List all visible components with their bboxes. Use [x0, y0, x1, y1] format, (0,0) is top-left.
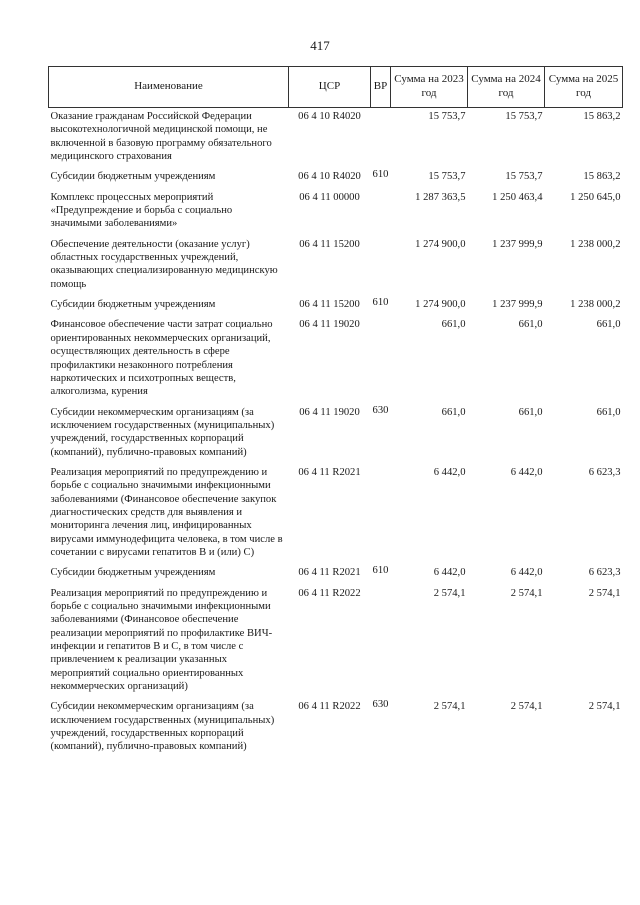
row-sum-2023: 661,0 — [441, 406, 466, 418]
row-vr — [371, 316, 391, 403]
row-sum-2023: 15 753,7 — [428, 111, 466, 122]
row-sum-2024: 15 753,7 — [505, 111, 543, 122]
row-name: Субсидии бюджетным учреждениям — [50, 567, 216, 579]
header-csr: ЦСР — [289, 67, 371, 108]
row-name: Финансовое обеспечение части затрат социально ориентированных некоммерческих организаций, осуществляющих деятельность в сфере профилактики незаконного потребления наркотических и психотропных веществ, алкоголизма, курения — [50, 319, 273, 398]
table-row — [49, 189, 623, 236]
row-vr — [371, 108, 391, 169]
row-vr — [371, 189, 391, 236]
table-row — [49, 585, 623, 699]
row-sum-2025: 1 250 645,0 — [570, 191, 621, 203]
row-name: Субсидии некоммерческим организациям (за исключением государственных (муниципальных) учреждений, государственных корпораций (компаний), публично-правовых компаний) — [50, 406, 275, 458]
row-sum-2025: 1 238 000,2 — [570, 299, 621, 311]
header-name: Наименование — [49, 67, 289, 108]
row-csr: 06 4 10 R4020 — [298, 111, 361, 122]
row-sum-2024: 661,0 — [518, 319, 543, 331]
page-number: 417 — [310, 38, 330, 53]
table-row — [49, 404, 623, 464]
table-row — [49, 564, 623, 584]
row-sum-2023: 1 274 900,0 — [415, 299, 466, 311]
row-csr: 06 4 11 00000 — [299, 191, 360, 203]
row-sum-2025: 1 238 000,2 — [570, 238, 621, 250]
row-name: Субсидии некоммерческим организациям (за исключением государственных (муниципальных) учреждений, государственных корпораций (компаний), публично-правовых компаний) — [50, 701, 275, 753]
row-sum-2025: 2 574,1 — [588, 587, 621, 599]
header-sum-2025: Сумма на 2025 год — [545, 67, 623, 108]
row-sum-2023: 2 574,1 — [433, 701, 466, 713]
row-vr: 610 — [372, 565, 389, 577]
row-name: Оказание гражданам Российской Федерации высокотехнологичной медицинской помощи, не включенной в базовую программу обязательного медицинского страхования — [50, 111, 272, 163]
row-sum-2023: 661,0 — [441, 319, 466, 331]
row-sum-2023: 6 442,0 — [433, 567, 466, 579]
header-vr: ВР — [371, 67, 391, 108]
table-row — [49, 168, 623, 188]
row-sum-2023: 1 287 363,5 — [415, 191, 466, 203]
header-sum-2024: Сумма на 2024 год — [468, 67, 545, 108]
row-csr: 06 4 11 R2022 — [298, 701, 361, 713]
row-vr — [371, 236, 391, 296]
row-sum-2024: 15 753,7 — [505, 171, 543, 183]
table-row — [49, 464, 623, 564]
row-sum-2024: 1 237 999,9 — [492, 299, 543, 311]
budget-table — [48, 66, 623, 759]
row-vr — [371, 585, 391, 699]
table-row — [49, 316, 623, 403]
table-row — [49, 698, 623, 758]
row-sum-2023: 2 574,1 — [433, 587, 466, 599]
row-csr: 06 4 11 R2021 — [298, 466, 361, 478]
row-sum-2024: 2 574,1 — [510, 587, 543, 599]
row-csr: 06 4 11 15200 — [299, 299, 360, 311]
row-csr: 06 4 11 19020 — [299, 406, 360, 418]
row-sum-2025: 15 863,2 — [583, 111, 621, 122]
row-sum-2025: 6 623,3 — [588, 567, 621, 579]
table-row — [49, 236, 623, 296]
row-sum-2025: 15 863,2 — [583, 171, 621, 183]
row-name: Субсидии бюджетным учреждениям — [50, 299, 216, 311]
row-csr: 06 4 10 R4020 — [298, 171, 361, 183]
table-row — [49, 108, 623, 169]
row-sum-2023: 6 442,0 — [433, 466, 466, 478]
row-sum-2025: 2 574,1 — [588, 701, 621, 713]
row-sum-2024: 2 574,1 — [510, 701, 543, 713]
row-sum-2024: 661,0 — [518, 406, 543, 418]
row-vr: 610 — [372, 169, 389, 181]
row-name: Реализация мероприятий по предупреждению и борьбе с социально значимыми инфекционными заболеваниями (Финансовое обеспечение реализации мероприятий по профилактике ВИЧ-инфекции и гепатитов В и С, в том числе с привлечением к реализации указанных мероприятий социально ориентированных некоммерческих организаций) — [50, 587, 273, 693]
row-vr — [371, 464, 391, 564]
row-sum-2023: 15 753,7 — [428, 171, 466, 183]
row-vr: 610 — [372, 297, 389, 309]
row-sum-2025: 661,0 — [596, 319, 621, 331]
row-sum-2024: 6 442,0 — [510, 466, 543, 478]
row-sum-2024: 6 442,0 — [510, 567, 543, 579]
row-csr: 06 4 11 19020 — [299, 319, 360, 331]
row-csr: 06 4 11 R2021 — [298, 567, 361, 579]
table-row — [49, 296, 623, 316]
row-sum-2023: 1 274 900,0 — [415, 238, 466, 250]
row-sum-2024: 1 237 999,9 — [492, 238, 543, 250]
header-sum-2023: Сумма на 2023 год — [391, 67, 468, 108]
row-csr: 06 4 11 R2022 — [298, 587, 361, 599]
row-csr: 06 4 11 15200 — [299, 238, 360, 250]
row-name: Реализация мероприятий по предупреждению и борьбе с социально значимыми инфекционными заболеваниями (Финансовое обеспечение закупок диагностических средств для выявления и мониторинга лечения лиц, инфицированных вирусами иммунодефицита человека, в том числе в сочетании с вирусами гепатитов В и (или) С) — [50, 466, 283, 558]
row-vr: 630 — [372, 699, 389, 711]
row-sum-2025: 6 623,3 — [588, 466, 621, 478]
row-sum-2025: 661,0 — [596, 406, 621, 418]
table-body — [49, 108, 623, 759]
row-name: Субсидии бюджетным учреждениям — [50, 171, 216, 183]
row-name: Обеспечение деятельности (оказание услуг) областных государственных учреждений, оказывающих специализированную медицинскую помощь — [50, 238, 278, 290]
row-name: Комплекс процессных мероприятий «Предупреждение и борьба с социально значимыми заболеваниями» — [50, 191, 233, 230]
table-header — [49, 67, 623, 108]
row-sum-2024: 1 250 463,4 — [492, 191, 543, 203]
row-vr: 630 — [372, 404, 389, 416]
